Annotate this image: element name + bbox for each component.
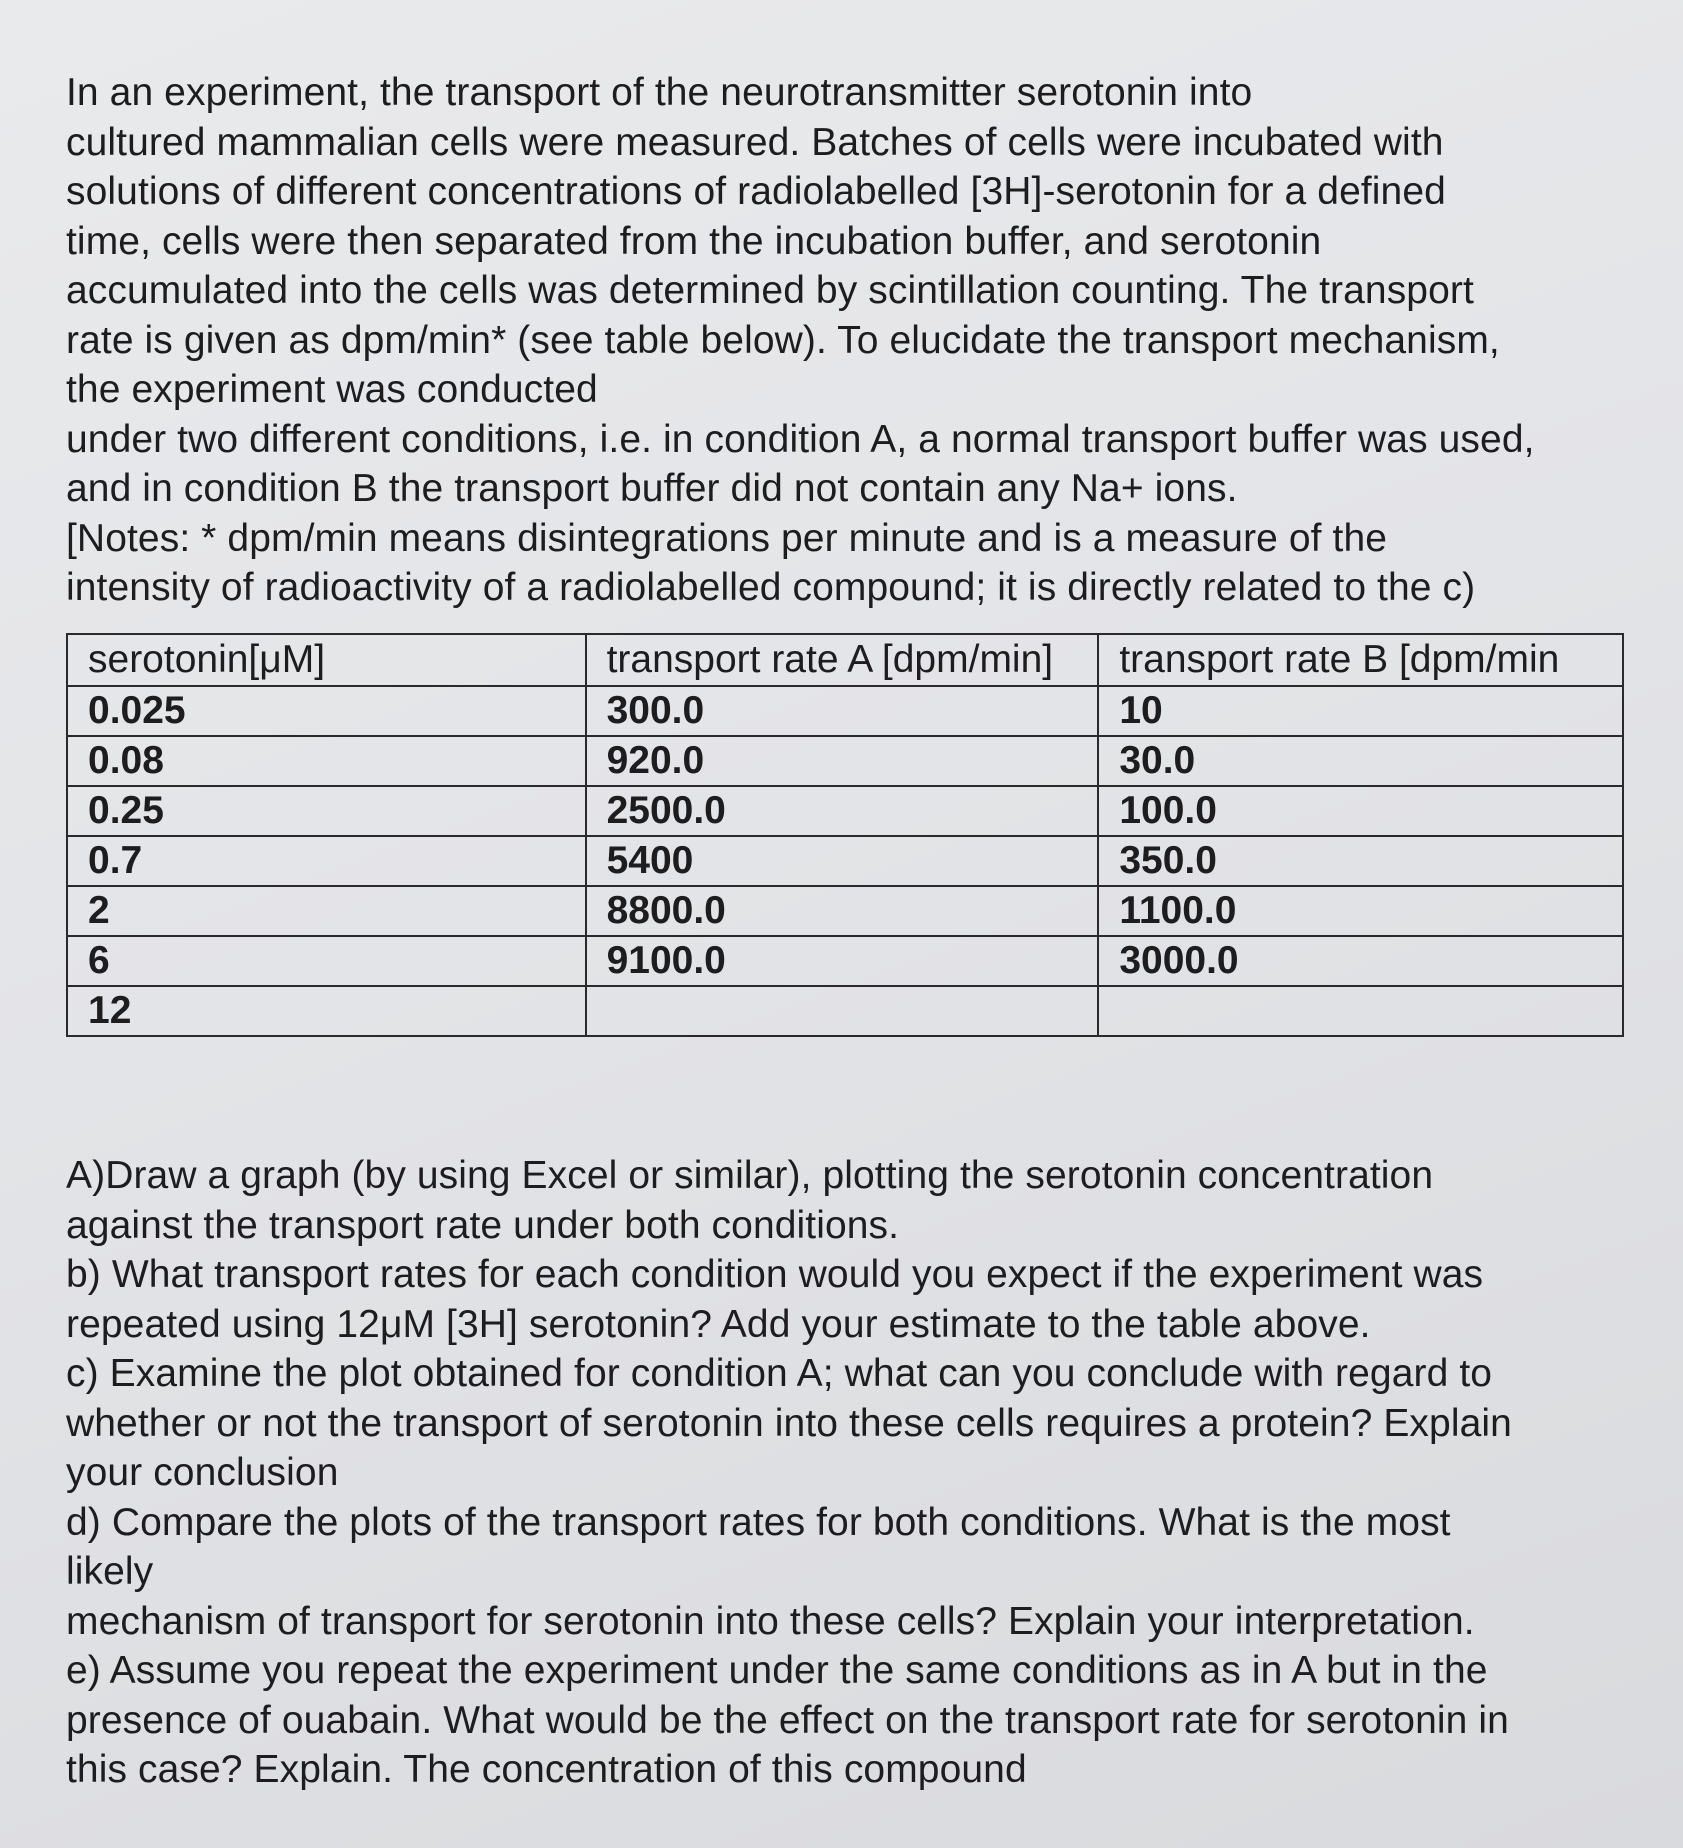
table-cell: 12 (67, 986, 586, 1036)
intro-line: intensity of radioactivity of a radiolabelled compound; it is directly related to the c) (66, 566, 1476, 609)
question-line: mechanism of transport for serotonin into these cells? Explain your interpretation. (66, 1599, 1475, 1643)
table-cell: 100.0 (1098, 786, 1623, 836)
intro-line: accumulated into the cells was determined by scintillation counting. The transport (66, 269, 1474, 312)
intro-line: time, cells were then separated from the incubation buffer, and serotonin (66, 219, 1322, 263)
intro-line: and in condition B the transport buffer did not contain any Na+ ions. (66, 467, 1238, 510)
table-header-cell: transport rate A [dpm/min] (586, 634, 1099, 686)
question-line: A)Draw a graph (by using Excel or similar), plotting the serotonin concentration (66, 1154, 1434, 1197)
intro-line: [Notes: * dpm/min means disintegrations per minute and is a measure of the (66, 516, 1388, 560)
table-cell: 8800.0 (586, 886, 1099, 936)
table-row (67, 836, 1623, 886)
table-cell: 30.0 (1098, 736, 1623, 786)
question-line: b) What transport rates for each condition would you expect if the experiment was (66, 1253, 1484, 1296)
question-line: whether or not the transport of serotonin into these cells requires a protein? Explain (66, 1401, 1512, 1445)
question-line: presence of ouabain. What would be the effect on the transport rate for serotonin in (66, 1698, 1509, 1742)
data-table (66, 633, 1624, 1037)
table-cell: 0.25 (67, 786, 586, 836)
table-cell: 10 (1098, 686, 1623, 736)
table-row (67, 786, 1623, 836)
intro-line: under two different conditions, i.e. in condition A, a normal transport buffer was used, (66, 417, 1535, 461)
intro-line: cultured mammalian cells were measured. Batches of cells were incubated with (66, 120, 1444, 164)
table-cell: 920.0 (586, 736, 1099, 786)
intro-paragraph (66, 68, 1626, 613)
document-page (66, 68, 1626, 1791)
table-header-cell: transport rate B [dpm/min (1098, 634, 1623, 686)
table-cell: 2 (67, 886, 586, 936)
table-cell: 350.0 (1098, 836, 1623, 886)
intro-line: solutions of different concentrations of radiolabelled [3H]-serotonin for a defined (66, 170, 1446, 213)
table-row (67, 686, 1623, 736)
table-cell: 0.08 (67, 736, 586, 786)
question-line: c) Examine the plot obtained for condition A; what can you conclude with regard to (66, 1352, 1493, 1395)
table-header-cell: serotonin[μM] (67, 634, 586, 686)
table-cell: 2500.0 (586, 786, 1099, 836)
question-line: this case? Explain. The concentration of this compound (66, 1748, 1027, 1791)
table-cell-empty (586, 986, 1099, 1036)
table-cell: 1100.0 (1098, 886, 1623, 936)
question-line: likely (66, 1550, 154, 1593)
table-cell: 0.7 (67, 836, 586, 886)
questions-list (66, 1151, 1512, 1795)
table-row (67, 886, 1623, 936)
intro-line: In an experiment, the transport of the neurotransmitter serotonin into (66, 71, 1253, 114)
question-line: repeated using 12μM [3H] serotonin? Add your estimate to the table above. (66, 1302, 1371, 1346)
table-row (67, 986, 1623, 1036)
table-cell: 300.0 (586, 686, 1099, 736)
table-cell: 5400 (586, 836, 1099, 886)
question-line: against the transport rate under both conditions. (66, 1203, 900, 1247)
table-header-row (67, 634, 1623, 686)
table-row (67, 936, 1623, 986)
intro-line: the experiment was conducted (66, 368, 598, 411)
question-line: d) Compare the plots of the transport rates for both conditions. What is the most (66, 1500, 1451, 1544)
intro-line: rate is given as dpm/min* (see table below). To elucidate the transport mechanism, (66, 318, 1500, 362)
table-row (67, 736, 1623, 786)
table-cell: 0.025 (67, 686, 586, 736)
table-cell: 3000.0 (1098, 936, 1623, 986)
table-cell-empty (1098, 986, 1623, 1036)
question-line: your conclusion (66, 1451, 339, 1494)
table-cell: 9100.0 (586, 936, 1099, 986)
table-cell: 6 (67, 936, 586, 986)
question-line: e) Assume you repeat the experiment under the same conditions as in A but in the (66, 1649, 1488, 1692)
